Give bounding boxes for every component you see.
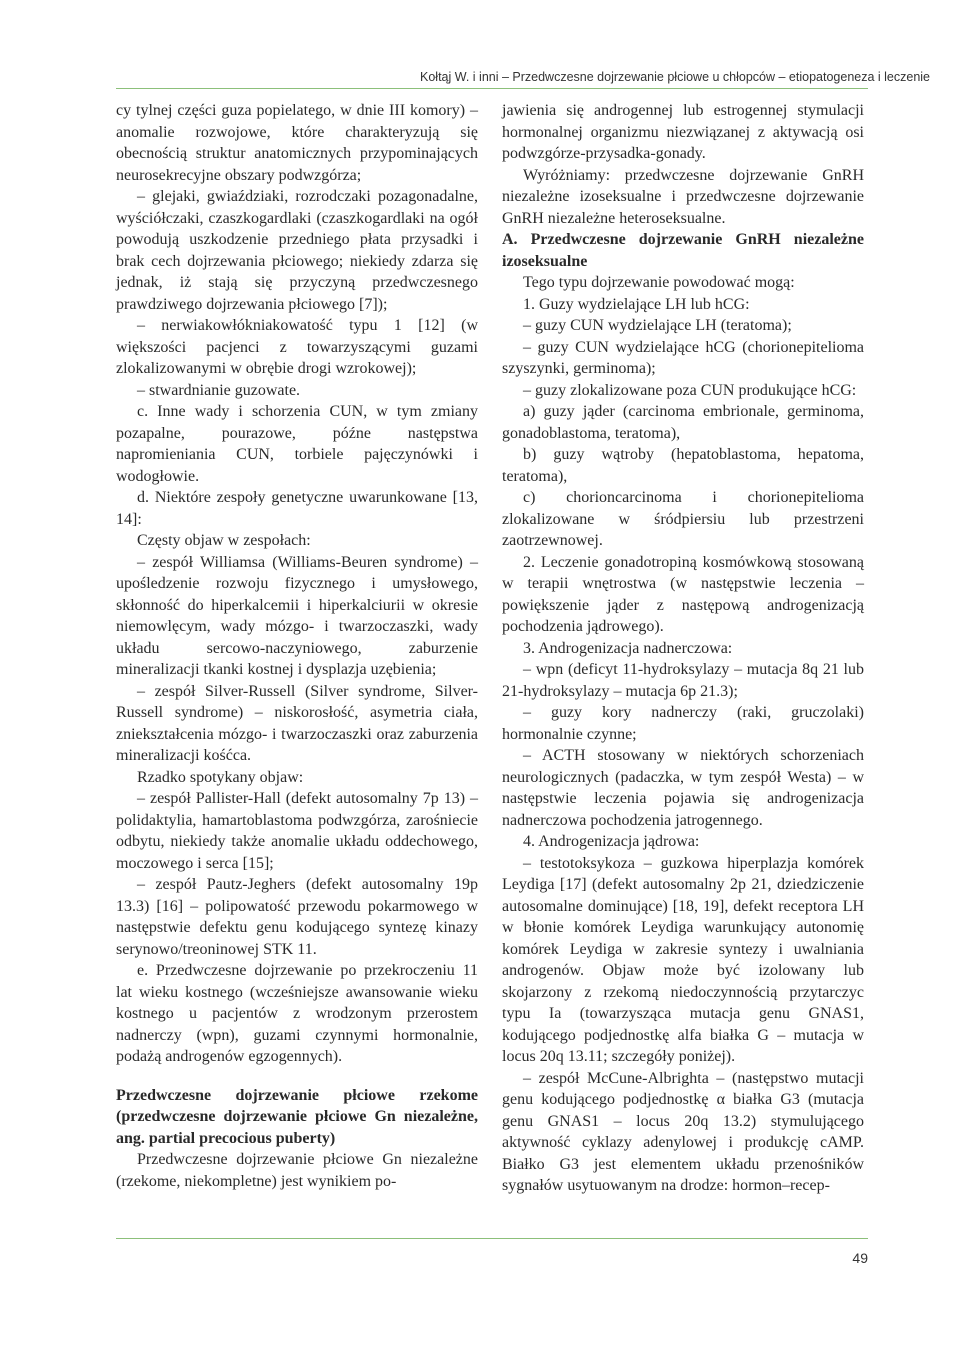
right-column [502, 100, 864, 1197]
paragraph: – guzy zlokalizowane poza CUN produkujące hCG: [523, 381, 857, 399]
paragraph: c. Inne wady i schorzenia CUN, w tym zmiany pozapalne, pourazowe, późne następstwa napromieniania CUN, torbiele pajęczynówki i wodogłowie. [116, 403, 478, 485]
left-column [116, 100, 478, 1192]
paragraph: c) chorioncarcinoma i chorionepitelioma zlokalizowane w śródpiersiu lub przestrzeni zaotrzewnowej. [502, 489, 864, 549]
paragraph: 3. Androgenizacja nadnerczowa: [523, 639, 733, 657]
footer-rule [116, 1238, 868, 1239]
paragraph: – zespół McCune-Albrighta – (następstwo mutacji genu kodującego podjednostkę α białka G3 (mutacja genu GNAS1 – locus 20q 13.2) stymulującego aktywność cyklazy adenylowej i produkcję cAMP. Białko G3 jest elementem układu przenośników sygnałów usytuowanym na drodze: hormon–recep- [502, 1069, 864, 1194]
paragraph: b) guzy wątroby (hepatoblastoma, hepatoma, teratoma), [502, 446, 864, 485]
paragraph: – zespół Pautz-Jeghers (defekt autosomalny 19p 13.3) [16] – polipowatość przewodu pokarmowego w następstwie defektu genu kodującego syntezę kinazy serynowo/treoninowej STK 11. [116, 876, 478, 958]
paragraph: – guzy kory nadnerczy (raki, gruczolaki) hormonalnie czynne; [502, 704, 864, 743]
paragraph: – stwardnianie guzowate. [137, 381, 301, 399]
paragraph: – guzy CUN wydzielające LH (teratoma); [523, 317, 792, 334]
paragraph: – ACTH stosowany w niektórych schorzeniach neurologicznych (padaczka, w tym zespół Westa) – w następstwie leczenia pojawia się androgenizacja nadnerczowa pochodzenia jatrogennego. [502, 747, 864, 829]
page-number: 49 [852, 1250, 868, 1266]
paragraph: – nerwiakowłókniakowatość typu 1 [12] (w większości pacjenci z towarzyszącymi guzami zlokalizowanymi w obrębie drogi wzrokowej); [116, 317, 478, 377]
paragraph: d. Niektóre zespoły genetyczne uwarunkowane [13, 14]: [116, 489, 478, 528]
section-heading: Przedwczesne dojrzewanie płciowe rzekome (przedwczesne dojrzewanie płciowe Gn niezależne, ang. partial precocious puberty) [116, 1086, 478, 1147]
paragraph: 2. Leczenie gonadotropiną kosmówkową stosowaną w terapii wnętrostwa (w następstwie leczenia – powiększenie jąder z następową androgenizacją pochodzenia jądrowego). [502, 553, 864, 635]
paragraph: Tego typu dojrzewanie powodować mogą: [523, 274, 795, 291]
paragraph: Przedwczesne dojrzewanie płciowe Gn niezależne (rzekome, niekompletne) jest wynikiem po- [116, 1151, 478, 1190]
paragraph: cy tylnej części guza popielatego, w dnie III komory) – anomalie rozwojowe, które charakteryzują się obecnością struktur anatomicznych przypominających neurosekrecyjne obszary podwzgórza; [116, 102, 478, 184]
paragraph: Wyróżniamy: przedwczesne dojrzewanie GnRH niezależne izoseksualne i przedwczesne dojrzewanie GnRH niezależne heteroseksualne. [502, 166, 864, 227]
paragraph: – wpn (deficyt 11-hydroksylazy – mutacja 8q 21 lub 21-hydroksylazy – mutacja 6p 21.3); [502, 661, 864, 700]
paragraph: – guzy CUN wydzielające hCG (chorionepitelioma szyszynki, germinoma); [502, 338, 864, 377]
paragraph: – zespół Williamsa (Williams-Beuren syndrome) – upośledzenie rozwoju fizycznego i umysłowego, skłonność do hiperkalcemii i hiperkalciurii w okresie niemowlęcym, wady mózgo- i twarzoczaszki, wady układu sercowo-naczyniowego, zaburzenie mineralizacji tkanki kostnej i dysplazja uzębienia; [116, 553, 478, 678]
paragraph: a) guzy jąder (carcinoma embrionale, germinoma, gonadoblastoma, teratoma), [502, 403, 864, 442]
paragraph: jawienia się androgennej lub estrogennej stymulacji hormonalnej organizmu niezwiązanej z aktywacją osi podwzgórze-przysadka-gonady. [502, 102, 864, 162]
running-head: Kołtąj W. i inni – Przedwczesne dojrzewanie płciowe u chłopców – etiopatogeneza i leczenie [420, 70, 931, 84]
paragraph: Rzadko spotykany objaw: [137, 768, 304, 786]
header-rule [116, 88, 868, 89]
paragraph: Częsty objaw w zespołach: [137, 532, 311, 549]
paragraph: – zespół Pallister-Hall (defekt autosomalny 7p 13) – polidaktylia, hamartoblastoma podwzgórza, zarośniecie odbytu, niekiedy także anomalie układu oddechowego, moczowego i serca [15]; [116, 790, 478, 872]
paragraph: e. Przedwczesne dojrzewanie po przekroczeniu 11 lat wieku kostnego (wcześniejsze awansowanie wieku kostnego u pacjentów z wrodzonym przerostem nadnerczy (wpn), guzami czynnymi hormonalnie, podażą androgenów egzogennych). [116, 962, 478, 1065]
paragraph: 1. Guzy wydzielające LH lub hCG: [523, 295, 750, 313]
paragraph: 4. Androgenizacja jądrowa: [523, 833, 700, 850]
paragraph: – zespół Silver-Russell (Silver syndrome, Silver-Russell syndrome) – niskorosłość, asymetria ciała, zniekształcenia mózgo- i twarzoczaszki oraz zaburzenia mineralizacji kośćca. [116, 682, 478, 764]
paragraph: – testotoksykoza – guzkowa hiperplazja komórek Leydiga [17] (defekt autosomalny 2p 21, dziedziczenie autosomalne dominujące) [18, 19], defekt receptora LH w błonie komórek Leydiga warunkujący autonomię komórek Leydiga w zakresie syntezy i uwalniania androgenów. Objaw może być izolowany lub skojarzony z rzekomą niedoczynnością przytarczyc typu Ia (towarzysząca mutacja genu GNAS1, kodującego podjednostkę alfa białka G – mutacja w locus 20q 13.11; szczegóły poniżej). [502, 854, 864, 1065]
section-heading: A. Przedwczesne dojrzewanie GnRH niezależne izoseksualne [502, 231, 864, 270]
paragraph: – glejaki, gwiaździaki, rozrodczaki pozagonadalne, wyściółczaki, czaszkogardlaki (czaszkogardlaki na ogół powodują uszkodzenie przedniego płata przysadki i brak cech dojrzewania płciowego; niekiedy zdarza się jednak, iż stają się przyczyną przedwczesnego prawdziwego dojrzewania płciowego [7]); [116, 188, 478, 313]
